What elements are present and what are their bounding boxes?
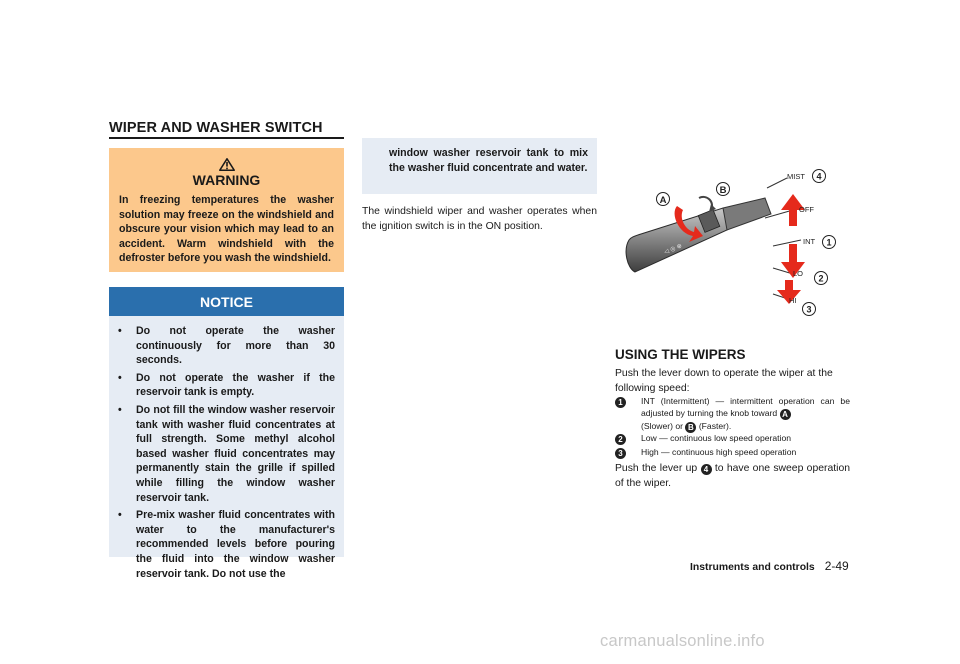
- num-badge: 1: [615, 397, 626, 408]
- title-rule: [109, 137, 344, 139]
- notice-item: [118, 371, 335, 400]
- push-text: Push the lever up: [615, 463, 698, 474]
- callout-a-label: A: [659, 195, 667, 206]
- bullet-icon: •: [118, 371, 122, 384]
- label-hi: HI: [789, 296, 797, 305]
- num-badge: 2: [615, 434, 626, 445]
- watermark: carmanualsonline.info: [600, 632, 765, 650]
- num-2: 2: [818, 273, 824, 284]
- notice-item-text: Do not operate the washer continuously for more than 30 seconds.: [136, 325, 335, 367]
- bullet-icon: •: [118, 509, 122, 522]
- num-badge: 4: [701, 464, 712, 475]
- section-title: WIPER AND WASHER SWITCH: [109, 120, 323, 136]
- speed-item-lo: [615, 432, 850, 445]
- page-number: 2-49: [824, 559, 849, 573]
- num-3: 3: [806, 304, 812, 315]
- warning-box: [109, 148, 344, 272]
- speed-text: (Slower) or: [641, 421, 684, 431]
- push-paragraph: [615, 462, 850, 491]
- bullet-icon: •: [118, 403, 122, 416]
- label-int: INT: [803, 237, 816, 246]
- warning-label: WARNING: [192, 172, 261, 188]
- page-footer: [690, 559, 849, 573]
- num-4: 4: [816, 171, 822, 182]
- warning-text: In freezing temperatures the washer solution may freeze on the windshield and obscure your vision which may lead to an accident. Warm windshield with the defroster before you wash the windshield.: [119, 194, 334, 265]
- using-wipers-title: USING THE WIPERS: [615, 347, 746, 362]
- wiper-lever-diagram: [615, 158, 850, 323]
- notice-item: [118, 508, 335, 581]
- callout-a: [657, 193, 670, 207]
- callout-b: [717, 183, 730, 197]
- notice-item-text: Do not fill the window washer reservoir tank with washer fluid concentrates at full strength. Some methyl alcohol based washer fluid concentrates may permanently stain the grille if spilled while filling the window washer reservoir tank.: [136, 403, 335, 504]
- label-off: OFF: [799, 205, 814, 214]
- notice-item: [118, 403, 335, 505]
- label-lo: LO: [793, 269, 804, 278]
- ref-badge: B: [685, 422, 696, 433]
- notice-heading: NOTICE: [109, 287, 344, 316]
- speed-text: (Faster).: [698, 421, 732, 431]
- svg-text:◁ ◎ ⊕: ◁ ◎ ⊕: [663, 242, 684, 256]
- push-text: to have one sweep operation of the wiper.: [615, 463, 851, 489]
- notice-body: [109, 316, 344, 580]
- speed-item-hi: [615, 446, 850, 459]
- speed-text: High — continuous high speed operation: [641, 447, 797, 457]
- intro-paragraph: The windshield wiper and washer operates when the ignition switch is in the ON position.: [362, 206, 597, 232]
- callout-b-label: B: [719, 185, 727, 196]
- warning-triangle-icon: [219, 158, 235, 171]
- ref-badge: A: [780, 409, 791, 420]
- notice-continued: window washer reservoir tank to mix the washer fluid concentrate and water.: [362, 138, 597, 194]
- notice-item-text: Pre-mix washer fluid concentrates with water to the manufacturer's recommended levels before pouring the fluid into the window washer reservoir tank. Do not use the: [136, 509, 335, 580]
- position-lines: [765, 178, 804, 300]
- label-mist: MIST: [787, 172, 805, 181]
- using-wipers-intro: Push the lever down to operate the wiper at the following speed:: [615, 368, 833, 394]
- notice-item-text: Do not operate the washer if the reservoir tank is empty.: [136, 371, 335, 399]
- notice-item: [118, 324, 335, 368]
- bullet-icon: •: [118, 325, 122, 337]
- warning-heading: [119, 158, 334, 188]
- num-1: 1: [826, 237, 832, 248]
- num-badge: 3: [615, 448, 626, 459]
- speed-text: Low — continuous low speed operation: [641, 433, 792, 443]
- footer-section: Instruments and controls: [690, 562, 815, 573]
- speed-text: INT (Intermittent) — intermittent operation can be adjusted by turning the knob toward: [641, 396, 850, 418]
- speed-item-int: [615, 395, 850, 433]
